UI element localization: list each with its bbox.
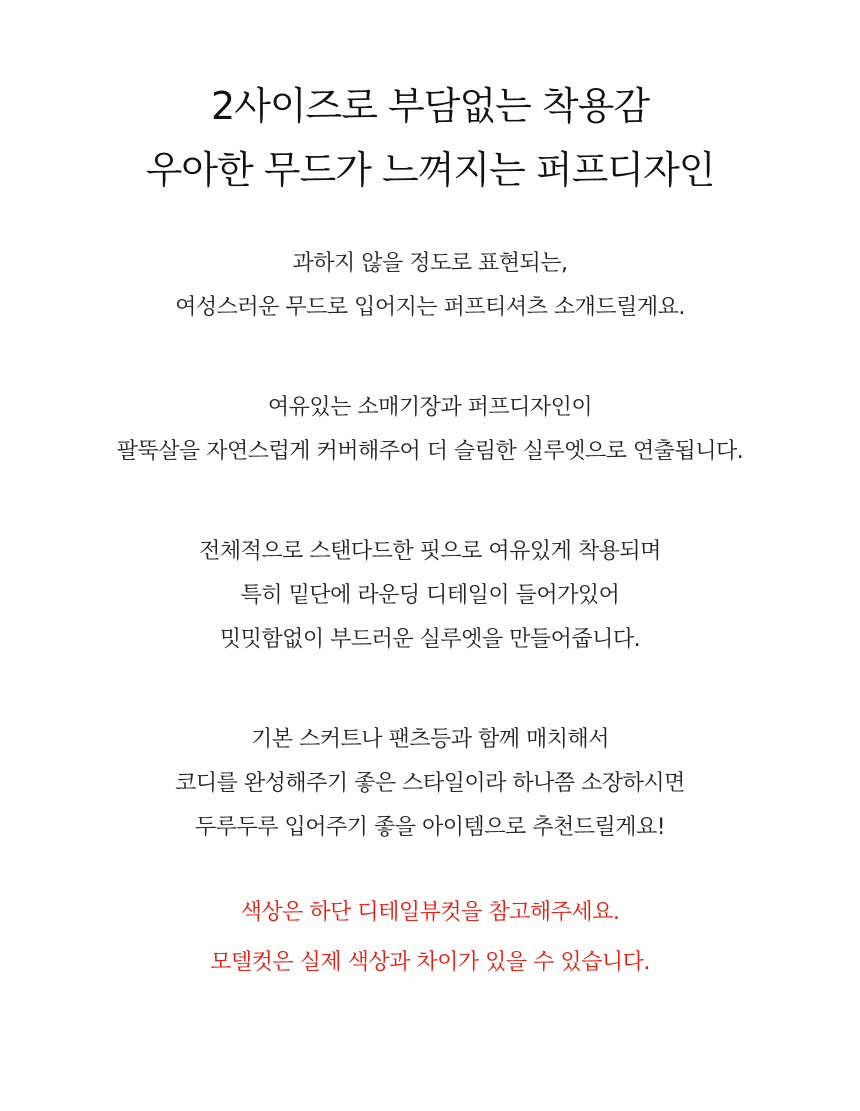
paragraph-styling bbox=[0, 718, 860, 850]
headline-line-2: 우아한 무드가 느껴지는 퍼프디자인 bbox=[145, 148, 715, 192]
paragraph-line: 특히 밑단에 라운딩 디테일이 들어가있어 bbox=[240, 583, 620, 608]
notice-line-detail-view: 색상은 하단 디테일뷰컷을 참고해주세요. bbox=[240, 900, 620, 925]
paragraph-intro bbox=[0, 242, 860, 330]
paragraph-line: 팔뚝살을 자연스럽게 커버해주어 더 슬림한 실루엣으로 연출됩니다. bbox=[116, 439, 744, 464]
headline-line-1: 2사이즈로 부담없는 착용감 bbox=[210, 84, 650, 128]
paragraph-line: 여성스러운 무드로 입어지는 퍼프티셔츠 소개드릴게요. bbox=[175, 295, 685, 320]
color-notice bbox=[0, 888, 860, 988]
paragraph-line: 기본 스커트나 팬츠등과 함께 매치해서 bbox=[250, 727, 609, 752]
paragraph-line: 두루두루 입어주기 좋을 아이템으로 추천드릴게요! bbox=[194, 815, 666, 840]
description-body bbox=[0, 242, 860, 906]
paragraph-sleeve bbox=[0, 386, 860, 474]
paragraph-fit bbox=[0, 530, 860, 662]
headline bbox=[0, 74, 860, 202]
paragraph-line: 여유있는 소매기장과 퍼프디자인이 bbox=[267, 395, 593, 420]
paragraph-line: 코디를 완성해주기 좋은 스타일이라 하나쯤 소장하시면 bbox=[175, 771, 685, 796]
paragraph-line: 밋밋함없이 부드러운 실루엣을 만들어줍니다. bbox=[219, 627, 641, 652]
notice-line-model-color: 모델컷은 실제 색상과 차이가 있을 수 있습니다. bbox=[210, 950, 650, 975]
paragraph-line: 전체적으로 스탠다드한 핏으로 여유있게 착용되며 bbox=[199, 539, 661, 564]
paragraph-line: 과하지 않을 정도로 표현되는, bbox=[292, 251, 568, 276]
